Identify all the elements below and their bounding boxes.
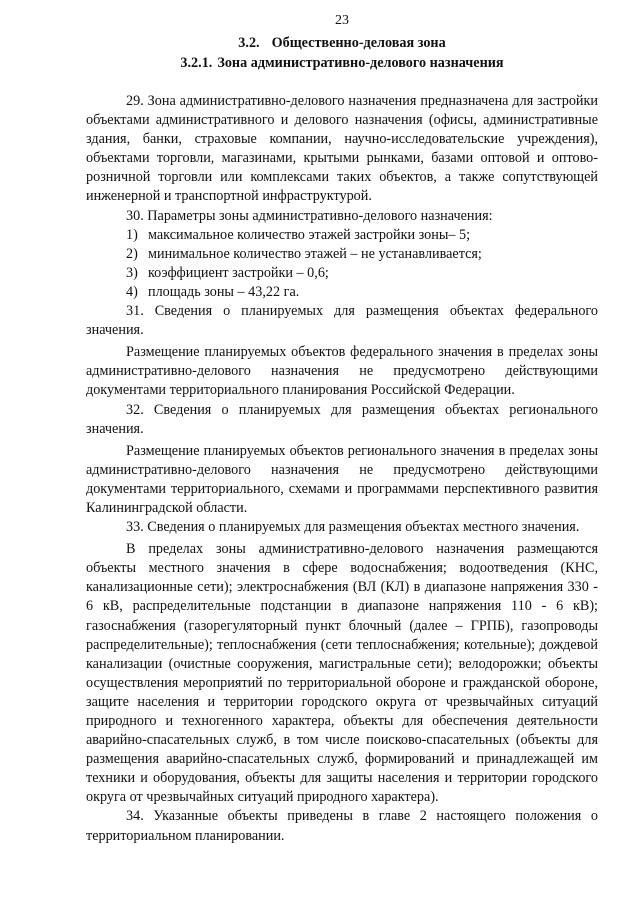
paragraph-32-body: Размещение планируемых объектов регионального значения в пределах зоны административно-делового назначения не предусмотрено действующими документами территориального, схемами и программами перспективного развития Калининградской области.	[86, 442, 598, 516]
param-text: коэффициент застройки – 0,6;	[148, 264, 329, 281]
subsection-heading	[86, 53, 598, 73]
paragraph-34: 34. Указанные объекты приведены в главе 2 настоящего положения о территориальном планировании.	[86, 808, 598, 844]
param-marker: 2)	[126, 245, 138, 262]
paragraph-33-body: В пределах зоны административно-делового назначения размещаются объекты местного значения в сфере водоснабжения; водоотведения (КНС, канализационные сети); электроснабжения (ВЛ (КЛ) в диапазоне напряжения 330 - 6 кВ, распределительные подстанции в диапазоне напряжения 110 - 6 кВ); газоснабжения (газорегуляторный пункт блочный (далее – ГРПБ), газопроводы распределительные); теплоснабжения (сети теплоснабжения; котельные); дождевой канализации (очистные сооружения, магистральные сети); велодорожки; объекты осуществления мероприятий по территориальной обороне и гражданской обороне, защите населения и территории городского округа от чрезвычайных ситуаций природного и техногенного характера, объекты для обеспечения деятельности аварийно-спасательных служб, в том числе поисково-спасательных (объекты для размещения аварийно-спасательных служб, формирований и принадлежащей им техники и оборудования, объекты для защиты населения и территории городского округа от чрезвычайных ситуаций природного характера).	[86, 541, 598, 806]
subsection-title: Зона административно-делового назначения	[217, 55, 504, 71]
param-item-2	[86, 245, 598, 264]
paragraph-29: 29. Зона административно-делового назначения предназначена для застройки объектами административного и делового назначения (офисы, административные здания, банки, страховые компании, научно-исследовательские учреждения), объектами торговли, магазинами, крытыми рынками, базами оптовой и оптово-розничной торговли или комплексами таких объектов, а также сопутствующей инженерной и транспортной инфраструктурой.	[86, 93, 598, 205]
document-page	[86, 12, 598, 846]
paragraph-32: 32. Сведения о планируемых для размещения объектах регионального значения.	[86, 401, 598, 437]
page-number: 23	[335, 13, 349, 28]
param-marker: 1)	[126, 226, 138, 243]
param-text: площадь зоны – 43,22 га.	[148, 283, 300, 300]
section-heading	[86, 33, 598, 53]
paragraph-31-body: Размещение планируемых объектов федерального значения в пределах зоны административно-делового назначения не предусмотрено действующими документами территориального планирования Российской Федерации.	[86, 344, 598, 399]
paragraph-33: 33. Сведения о планируемых для размещения объектах местного значения.	[126, 519, 580, 536]
param-text: минимальное количество этажей – не устанавливается;	[148, 245, 482, 262]
section-number: 3.2.	[238, 35, 260, 51]
param-item-4	[86, 283, 598, 302]
section-title: Общественно-деловая зона	[271, 35, 446, 51]
param-text: максимальное количество этажей застройки зоны– 5;	[148, 226, 471, 243]
param-marker: 3)	[126, 264, 138, 281]
subsection-number: 3.2.1.	[180, 55, 213, 71]
param-marker: 4)	[126, 283, 138, 300]
paragraph-30: 30. Параметры зоны административно-делового назначения:	[126, 207, 493, 224]
paragraph-31: 31. Сведения о планируемых для размещения объектах федерального значения.	[86, 303, 598, 339]
heading-gap	[86, 73, 598, 92]
param-item-3	[86, 264, 598, 283]
param-item-1	[86, 226, 598, 245]
